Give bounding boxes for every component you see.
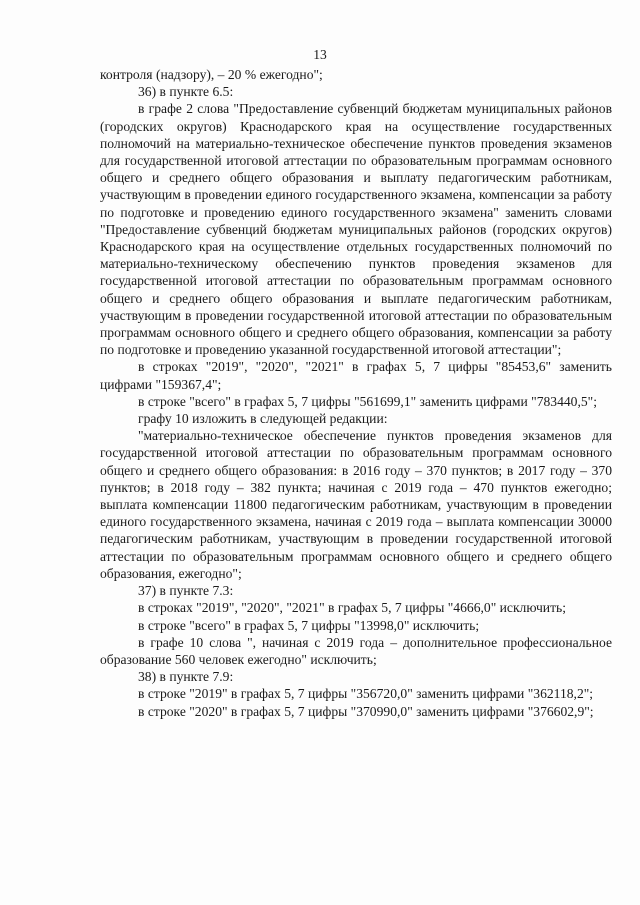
paragraph: в строке "2020" в графах 5, 7 цифры "370990,0" заменить цифрами "376602,9";	[138, 703, 594, 719]
document-body	[100, 66, 612, 720]
paragraph: "материально-техническое обеспечение пунктов проведения экзаменов для государственной итоговой аттестации по образовательным программам основного общего и среднего общего образования: в 2016 году – 370 пунктов; в 2017 году – 370 пунктов; в 2018 году – 382 пункта; начиная с 2019 года – 470 пунктов ежегодно; выплата компенсации 11800 педагогическим работникам, участвующим в проведении единого государственного экзамена, начиная с 2019 года – выплата компенсации 30000 педагогическим работникам, участвующим в проведении государственной итоговой аттестации по образовательным программам основного общего и среднего общего образования, ежегодно";	[100, 428, 612, 581]
paragraph: в графе 10 слова ", начиная с 2019 года – дополнительное профессиональное образование 560 человек ежегодно" исключить;	[100, 634, 612, 667]
paragraph: 38) в пункте 7.9:	[138, 669, 234, 685]
paragraph: графу 10 изложить в следующей редакции:	[138, 411, 388, 427]
paragraph: 37) в пункте 7.3:	[138, 583, 234, 599]
paragraph: в строке "2019" в графах 5, 7 цифры "356720,0" заменить цифрами "362118,2";	[138, 686, 594, 702]
paragraph: в строках "2019", "2020", "2021" в графах 5, 7 цифры "85453,6" заменить цифрами "159367,4";	[100, 359, 612, 392]
paragraph: в строках "2019", "2020", "2021" в графах 5, 7 цифры "4666,0" исключить;	[138, 600, 567, 616]
paragraph: контроля (надзору), – 20 % ежегодно";	[100, 67, 323, 82]
paragraph: в строке "всего" в графах 5, 7 цифры "13998,0" исключить;	[138, 617, 480, 633]
paragraph: 36) в пункте 6.5:	[138, 84, 234, 100]
page-number: 13	[313, 47, 327, 62]
paragraph: в строке "всего" в графах 5, 7 цифры "561699,1" заменить цифрами "783440,5";	[138, 393, 598, 409]
paragraph: в графе 2 слова "Предоставление субвенций бюджетам муниципальных районов (городских округов) Краснодарского края на осуществление государственных полномочий на материально-техническое обеспечение пунктов проведения экзаменов для государственной итоговой аттестации по образовательным программам основного общего и среднего общего образования и выплату педагогическим работникам, участвующим в проведении единого государственного экзамена, компенсации за работу по подготовке и проведению единого государственного экзамена" заменить словами "Предоставление субвенций бюджетам муниципальных районов (городских округов) Краснодарского края на осуществление отдельных государственных полномочий по материально-техническому обеспечению пунктов проведения экзаменов для государственной итоговой аттестации по образовательным программам основного общего и среднего общего образования и выплате педагогическим работникам, участвующим в проведении государственной итоговой аттестации по образовательным программам основного общего и среднего общего образования, компенсации за работу по подготовке и проведению указанной государственной итоговой аттестации";	[100, 101, 612, 358]
